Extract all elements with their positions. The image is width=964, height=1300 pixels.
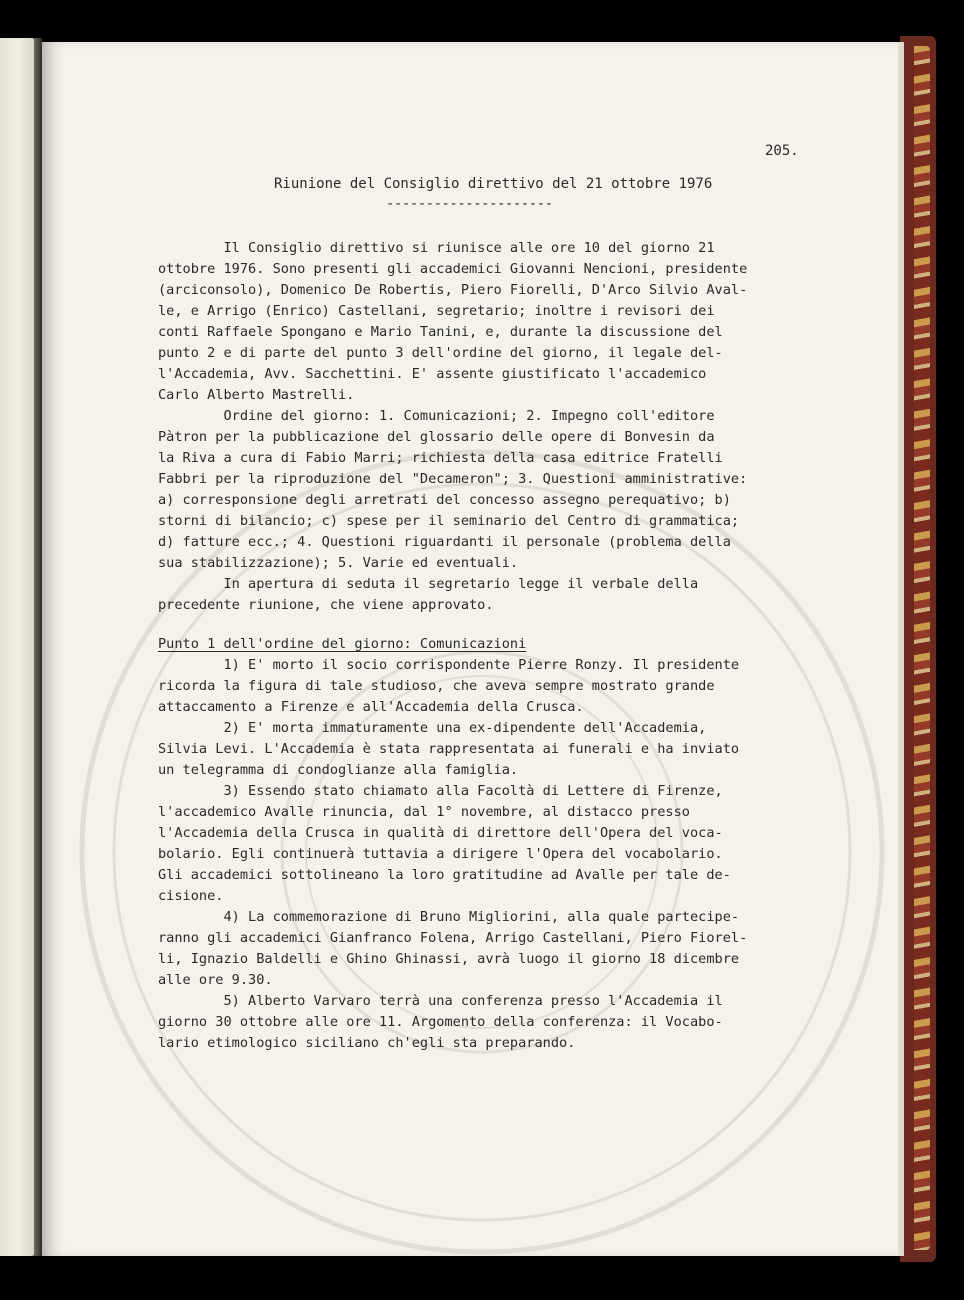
body-line: ottobre 1976. Sono presenti gli accademici Giovanni Nencioni, presidente <box>158 261 748 277</box>
body-line: precedente riunione, che viene approvato. <box>158 597 494 613</box>
marbled-endpaper <box>914 46 930 1250</box>
section-line: lario etimologico siciliano ch'egli sta preparando. <box>158 1035 576 1051</box>
document-title: Riunione del Consiglio direttivo del 21 ottobre 1976 <box>274 176 713 192</box>
section-line: l'accademico Avalle rinuncia, dal 1° novembre, al distacco presso <box>158 804 690 820</box>
spine-gutter <box>34 38 42 1256</box>
facing-page-edge <box>0 38 34 1256</box>
page-number: 205. <box>765 143 799 159</box>
body-line: In apertura di seduta il segretario legge il verbale della <box>158 576 699 592</box>
section-line: giorno 30 ottobre alle ore 11. Argomento della conferenza: il Vocabo- <box>158 1014 723 1030</box>
section-line: 5) Alberto Varvaro terrà una conferenza presso l'Accademia il <box>158 993 723 1009</box>
section-line: cisione. <box>158 888 224 904</box>
section-line: Gli accademici sottolineano la loro gratitudine ad Avalle per tale de- <box>158 867 731 883</box>
body-line: le, e Arrigo (Enrico) Castellani, segretario; inoltre i revisori dei <box>158 303 715 319</box>
section-line: Silvia Levi. L'Accademia è stata rappresentata ai funerali e ha inviato <box>158 741 740 757</box>
section-line: 1) E' morto il socio corrispondente Pierre Ronzy. Il presidente <box>158 657 740 673</box>
section-line: l'Accademia della Crusca in qualità di direttore dell'Opera del voca- <box>158 825 723 841</box>
body-line: a) corresponsione degli arretrati del concesso assegno perequativo; b) <box>158 492 731 508</box>
section-line: ricorda la figura di tale studioso, che aveva sempre mostrato grande <box>158 678 715 694</box>
title-underline: --------------------- <box>386 196 553 212</box>
body-line: Pàtron per la pubblicazione del glossario delle opere di Bonvesin da <box>158 429 715 445</box>
section-line: 4) La commemorazione di Bruno Migliorini, alla quale partecipe- <box>158 909 740 925</box>
section-line: attaccamento a Firenze e all'Accademia della Crusca. <box>158 699 584 715</box>
body-line: Fabbri per la riproduzione del "Decameron"; 3. Questioni amministrative: <box>158 471 748 487</box>
body-line: storni di bilancio; c) spese per il seminario del Centro di grammatica; <box>158 513 740 529</box>
section-line: 3) Essendo stato chiamato alla Facoltà di Lettere di Firenze, <box>158 783 723 799</box>
body-line: (arciconsolo), Domenico De Robertis, Piero Fiorelli, D'Arco Silvio Aval- <box>158 282 748 298</box>
body-line: sua stabilizzazione); 5. Varie ed eventuali. <box>158 555 519 571</box>
body-line: Carlo Alberto Mastrelli. <box>158 387 355 403</box>
body-line: d) fatture ecc.; 4. Questioni riguardanti il personale (problema della <box>158 534 731 550</box>
body-line: l'Accademia, Avv. Sacchettini. E' assente giustificato l'accademico <box>158 366 707 382</box>
body-line: Il Consiglio direttivo si riunisce alle ore 10 del giorno 21 <box>158 240 715 256</box>
section-line: bolario. Egli continuerà tuttavia a dirigere l'Opera del vocabolario. <box>158 846 723 862</box>
body-line: la Riva a cura di Fabio Marri; richiesta della casa editrice Fratelli <box>158 450 723 466</box>
body-line: Ordine del giorno: 1. Comunicazioni; 2. Impegno coll'editore <box>158 408 715 424</box>
section-line: ranno gli accademici Gianfranco Folena, Arrigo Castellani, Piero Fiorel- <box>158 930 748 946</box>
section-line: alle ore 9.30. <box>158 972 273 988</box>
section-line: un telegramma di condoglianze alla famiglia. <box>158 762 519 778</box>
section-line: 2) E' morta immaturamente una ex-dipendente dell'Accademia, <box>158 720 707 736</box>
body-line: punto 2 e di parte del punto 3 dell'ordine del giorno, il legale del- <box>158 345 723 361</box>
section-line: li, Ignazio Baldelli e Ghino Ghinassi, avrà luogo il giorno 18 dicembre <box>158 951 740 967</box>
document-page <box>42 42 898 1256</box>
body-line: conti Raffaele Spongano e Mario Tanini, e, durante la discussione del <box>158 324 723 340</box>
section-heading: Punto 1 dell'ordine del giorno: Comunicazioni <box>158 636 527 652</box>
